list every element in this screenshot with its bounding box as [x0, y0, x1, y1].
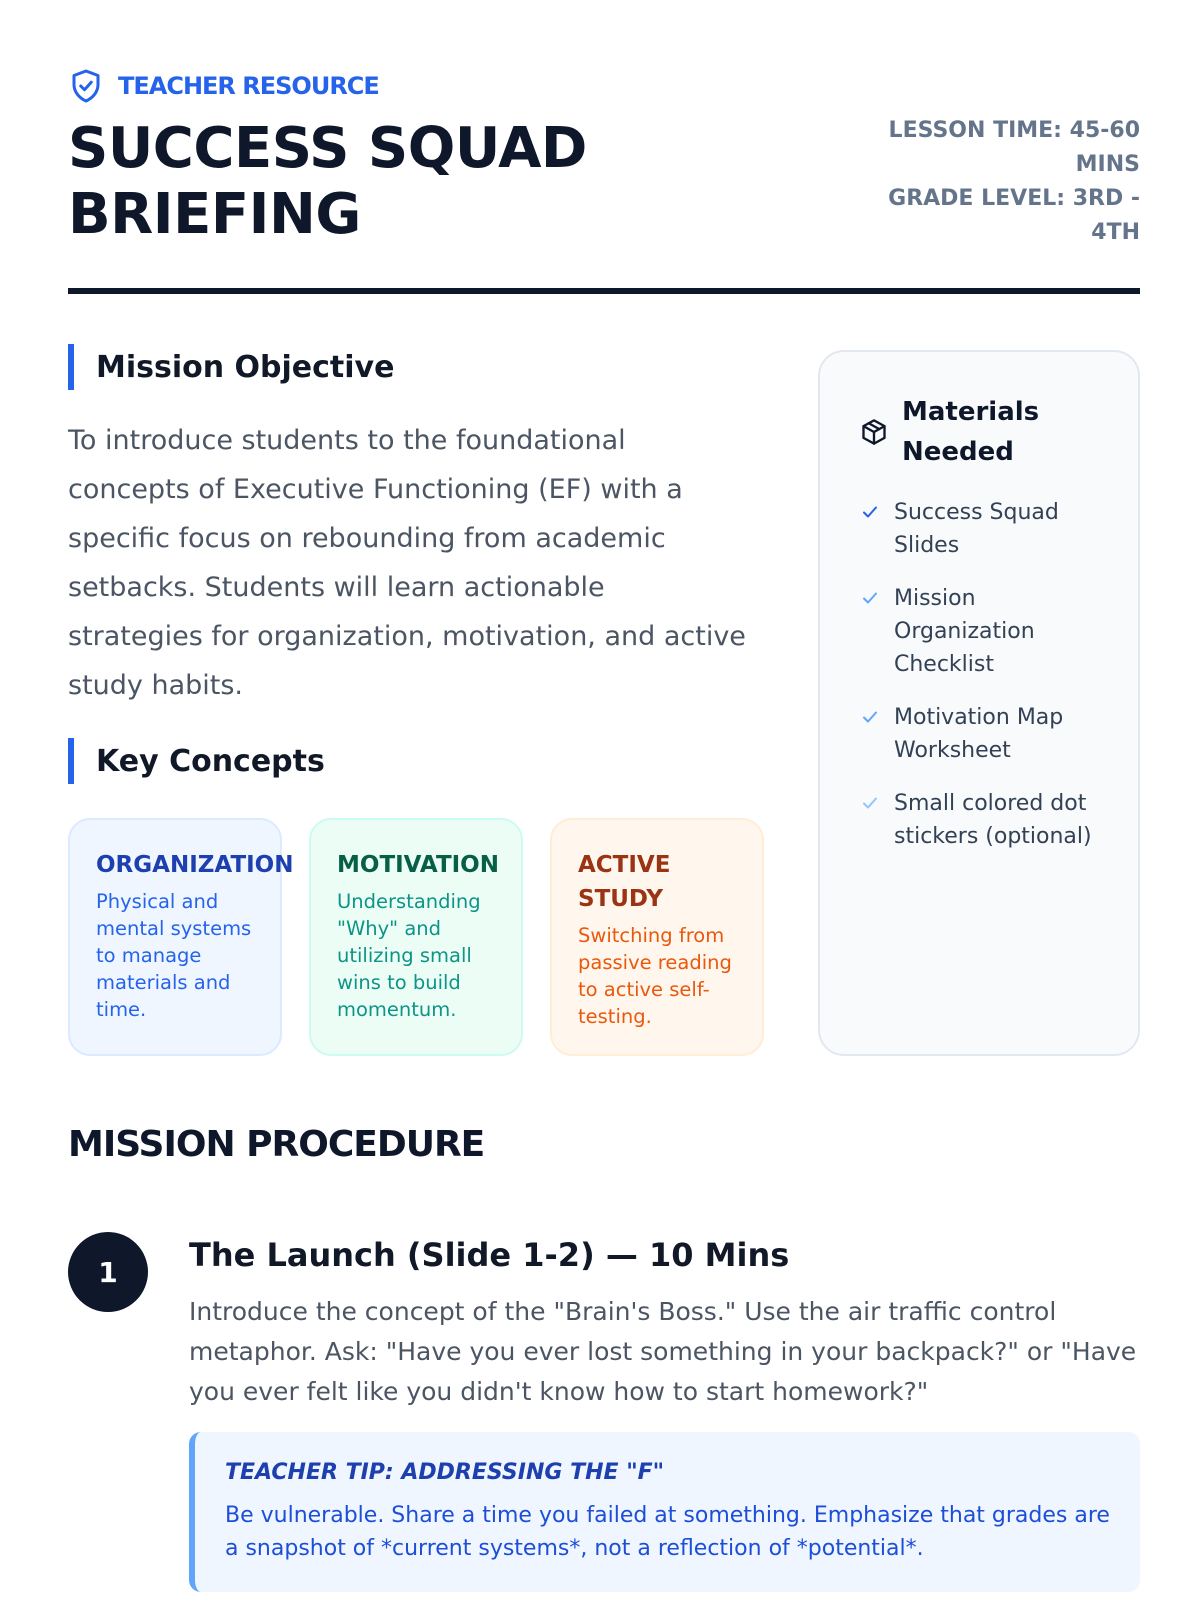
objective-heading: [68, 344, 394, 390]
header-divider: [68, 288, 1140, 294]
material-label: Small colored dot stickers (optional): [894, 791, 1092, 849]
lesson-plan-page: [68, 0, 1140, 1600]
concept-cards: [68, 818, 764, 1056]
concept-card-active-study: [550, 818, 764, 1056]
concept-card-motivation: [309, 818, 523, 1056]
objective-heading-text: Mission Objective: [96, 349, 395, 385]
list-item: [860, 701, 1098, 767]
teacher-tip-callout: [189, 1432, 1140, 1592]
concepts-heading: [68, 738, 325, 784]
list-item: [860, 787, 1098, 853]
concept-title: ACTIVE STUDY: [578, 852, 671, 912]
concept-body: Physical and mental systems to manage materials and time.: [96, 890, 252, 1021]
tip-title: TEACHER TIP: ADDRESSING THE "F": [225, 1460, 665, 1485]
heading-accent-bar: [68, 344, 74, 390]
lesson-meta: [860, 114, 1140, 250]
list-item: [860, 582, 1098, 681]
materials-heading-text: Materials Needed: [902, 397, 1040, 467]
procedure-heading: MISSION PROCEDURE: [68, 1124, 485, 1165]
check-icon: [860, 707, 880, 727]
objective-text: To introduce students to the foundational concepts of Executive Functioning (EF) with a specific focus on rebounding from academic setbacks. Students will learn actionable strategies for organization, motivation, and active study habits.: [68, 425, 746, 701]
page-title: SUCCESS SQUAD BRIEFING: [68, 116, 587, 247]
lesson-time: LESSON TIME: 45-60 MINS: [888, 118, 1140, 177]
materials-list: [860, 496, 1098, 853]
concept-title: MOTIVATION: [337, 852, 499, 878]
list-item: [860, 496, 1098, 562]
check-icon: [860, 793, 880, 813]
concept-body: Switching from passive reading to active self-testing.: [578, 924, 732, 1028]
step-title: The Launch (Slide 1-2) — 10 Mins: [189, 1236, 790, 1274]
check-icon: [860, 502, 880, 522]
package-icon: [860, 418, 888, 446]
concept-body: Understanding "Why" and utilizing small wins to build momentum.: [337, 890, 481, 1021]
material-label: Motivation Map Worksheet: [894, 705, 1064, 763]
material-label: Mission Organization Checklist: [894, 586, 1035, 677]
step-body: Introduce the concept of the "Brain's Boss." Use the air traffic control metaphor. Ask: "Have you ever lost something in your backpack?" or "Have you ever felt like you didn't know how to start homework?": [189, 1297, 1137, 1406]
materials-panel: [818, 350, 1140, 1056]
material-label: Success Squad Slides: [894, 500, 1059, 558]
check-icon: [860, 588, 880, 608]
heading-accent-bar: [68, 738, 74, 784]
grade-level: GRADE LEVEL: 3RD - 4TH: [888, 186, 1140, 245]
concept-card-organization: [68, 818, 294, 1056]
concept-title: ORGANIZATION: [96, 852, 294, 878]
concepts-heading-text: Key Concepts: [96, 743, 325, 779]
step-number-badge: 1: [68, 1232, 148, 1312]
materials-heading: [860, 392, 1098, 472]
eyebrow: [68, 68, 379, 104]
eyebrow-label: TEACHER RESOURCE: [118, 72, 379, 100]
shield-check-icon: [68, 68, 104, 104]
tip-body: Be vulnerable. Share a time you failed at something. Emphasize that grades are a snapshot of *current systems*, not a reflection of *potential*.: [225, 1503, 1110, 1561]
